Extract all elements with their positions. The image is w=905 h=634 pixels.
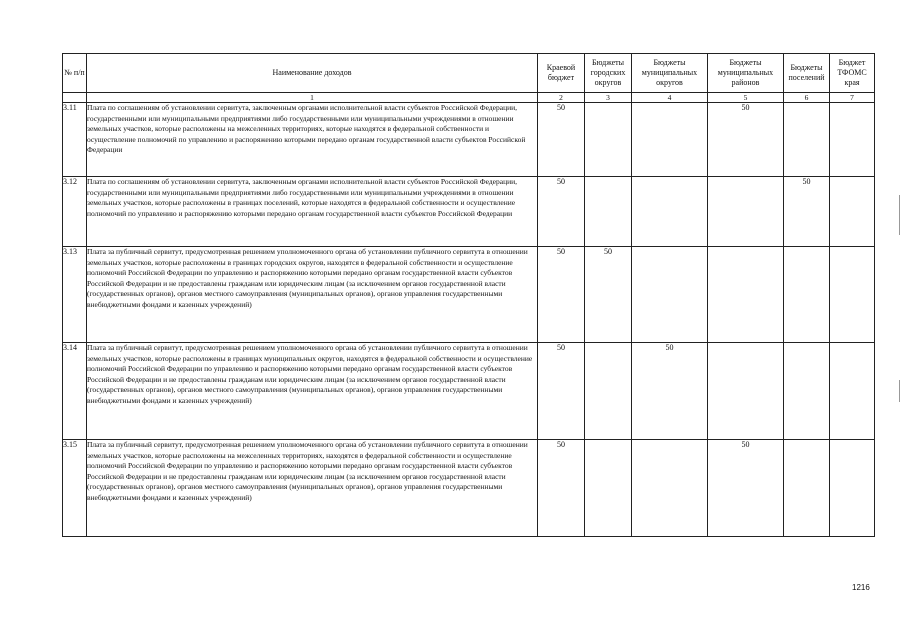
municipal-regions-value [708, 177, 784, 247]
header-municipal-districts: Бюджеты муниципальных округов [632, 54, 708, 93]
column-number: 3 [585, 93, 632, 103]
column-number: 1 [87, 93, 538, 103]
column-number-row [63, 93, 875, 103]
municipal-regions-value: 50 [708, 103, 784, 177]
tfoms-value [830, 103, 875, 177]
revenue-name: Плата за публичный сервитут, предусмотренная решением уполномоченного органа об установлении публичного сервитута в отношении земельных участков, которые расположены в границах городских округов, находятся в федеральной собственности и осуществление полномочий Российской Федерации по управлению и распоряжению которыми передано органам государственной власти субъектов Российской Федерации и не предоставлены гражданам или юридическим лицам (за исключением органов государственной власти (государственных органов), органов местного самоуправления (муниципальных органов), органов управления государственными внебюджетными фондами и казенных учреждений) [87, 247, 538, 343]
city-districts-value [585, 103, 632, 177]
revenue-name: Плата за публичный сервитут, предусмотренная решением уполномоченного органа об установлении публичного сервитута в отношении земельных участков, которые расположены в границах муниципальных округов, находятся в федеральной собственности и осуществление полномочий Российской Федерации по управлению и распоряжению которыми передано органам государственной власти субъектов Российской Федерации и не предоставлены гражданам или юридическим лицам (за исключением органов государственной власти (государственных органов), органов местного самоуправления (муниципальных органов), органов управления государственными внебюджетными фондами и казенных учреждений) [87, 343, 538, 440]
revenue-name: Плата по соглашениям об установлении сервитута, заключенным органами исполнительной власти субъектов Российской Федерации, государственными или муниципальными предприятиями либо государственными или муниципальными учреждениями в отношении земельных участков, которые расположены на межселенных территориях, которые находятся в федеральной собственности и осуществление полномочий по управлению и распоряжению которыми передано органам государственной власти субъектов Российской Федерации [87, 103, 538, 177]
municipal-districts-value [632, 177, 708, 247]
regional-budget-value: 50 [538, 440, 585, 537]
settlements-value [784, 440, 830, 537]
table-row [63, 103, 875, 177]
scan-edge-mark [899, 380, 900, 402]
municipal-regions-value [708, 247, 784, 343]
header-municipal-regions: Бюджеты муниципальных районов [708, 54, 784, 93]
regional-budget-value: 50 [538, 247, 585, 343]
header-tfoms: Бюджет ТФОМС края [830, 54, 875, 93]
revenue-table [62, 53, 875, 537]
tfoms-value [830, 343, 875, 440]
header-city-districts: Бюджеты городских округов [585, 54, 632, 93]
table-row [63, 343, 875, 440]
municipal-districts-value [632, 440, 708, 537]
revenue-name: Плата по соглашениям об установлении сервитута, заключенным органами исполнительной власти субъектов Российской Федерации, государственными или муниципальными предприятиями либо государственными или муниципальными учреждениями в отношении земельных участков, которые расположены в границах поселений, которые находятся в федеральной собственности и осуществление полномочий по управлению и распоряжению которыми передано органам государственной власти субъектов Российской Федерации [87, 177, 538, 247]
city-districts-value [585, 177, 632, 247]
row-number: 3.13 [63, 247, 87, 343]
page-number: 1216 [852, 583, 870, 592]
regional-budget-value: 50 [538, 103, 585, 177]
tfoms-value [830, 440, 875, 537]
header-name: Наименование доходов [87, 54, 538, 93]
regional-budget-value: 50 [538, 177, 585, 247]
municipal-regions-value: 50 [708, 440, 784, 537]
scan-edge-mark [899, 195, 900, 235]
table-row [63, 440, 875, 537]
header-row [63, 54, 875, 93]
revenue-name: Плата за публичный сервитут, предусмотренная решением уполномоченного органа об установлении публичного сервитута в отношении земельных участков, которые расположены на межселенных территориях, находятся в федеральной собственности и осуществление полномочий Российской Федерации по управлению и распоряжению которыми передано органам государственной власти субъектов Российской Федерации и не предоставлены гражданам или юридическим лицам (за исключением органов государственной власти (государственных органов), органов местного самоуправления (муниципальных органов), органов управления государственными внебюджетными фондами и казенных учреждений) [87, 440, 538, 537]
header-num: № п/п [63, 54, 87, 93]
row-number: 3.14 [63, 343, 87, 440]
city-districts-value [585, 343, 632, 440]
table-row [63, 177, 875, 247]
column-number: 7 [830, 93, 875, 103]
tfoms-value [830, 177, 875, 247]
municipal-districts-value [632, 103, 708, 177]
column-number: 2 [538, 93, 585, 103]
municipal-districts-value: 50 [632, 343, 708, 440]
row-number: 3.12 [63, 177, 87, 247]
row-number: 3.11 [63, 103, 87, 177]
city-districts-value [585, 440, 632, 537]
municipal-districts-value [632, 247, 708, 343]
settlements-value [784, 343, 830, 440]
column-number-blank [63, 93, 87, 103]
settlements-value [784, 103, 830, 177]
regional-budget-value: 50 [538, 343, 585, 440]
column-number: 6 [784, 93, 830, 103]
row-number: 3.15 [63, 440, 87, 537]
municipal-regions-value [708, 343, 784, 440]
settlements-value: 50 [784, 177, 830, 247]
city-districts-value: 50 [585, 247, 632, 343]
table-row [63, 247, 875, 343]
settlements-value [784, 247, 830, 343]
column-number: 4 [632, 93, 708, 103]
tfoms-value [830, 247, 875, 343]
column-number: 5 [708, 93, 784, 103]
header-regional-budget: Краевой бюджет [538, 54, 585, 93]
header-settlements: Бюджеты поселений [784, 54, 830, 93]
